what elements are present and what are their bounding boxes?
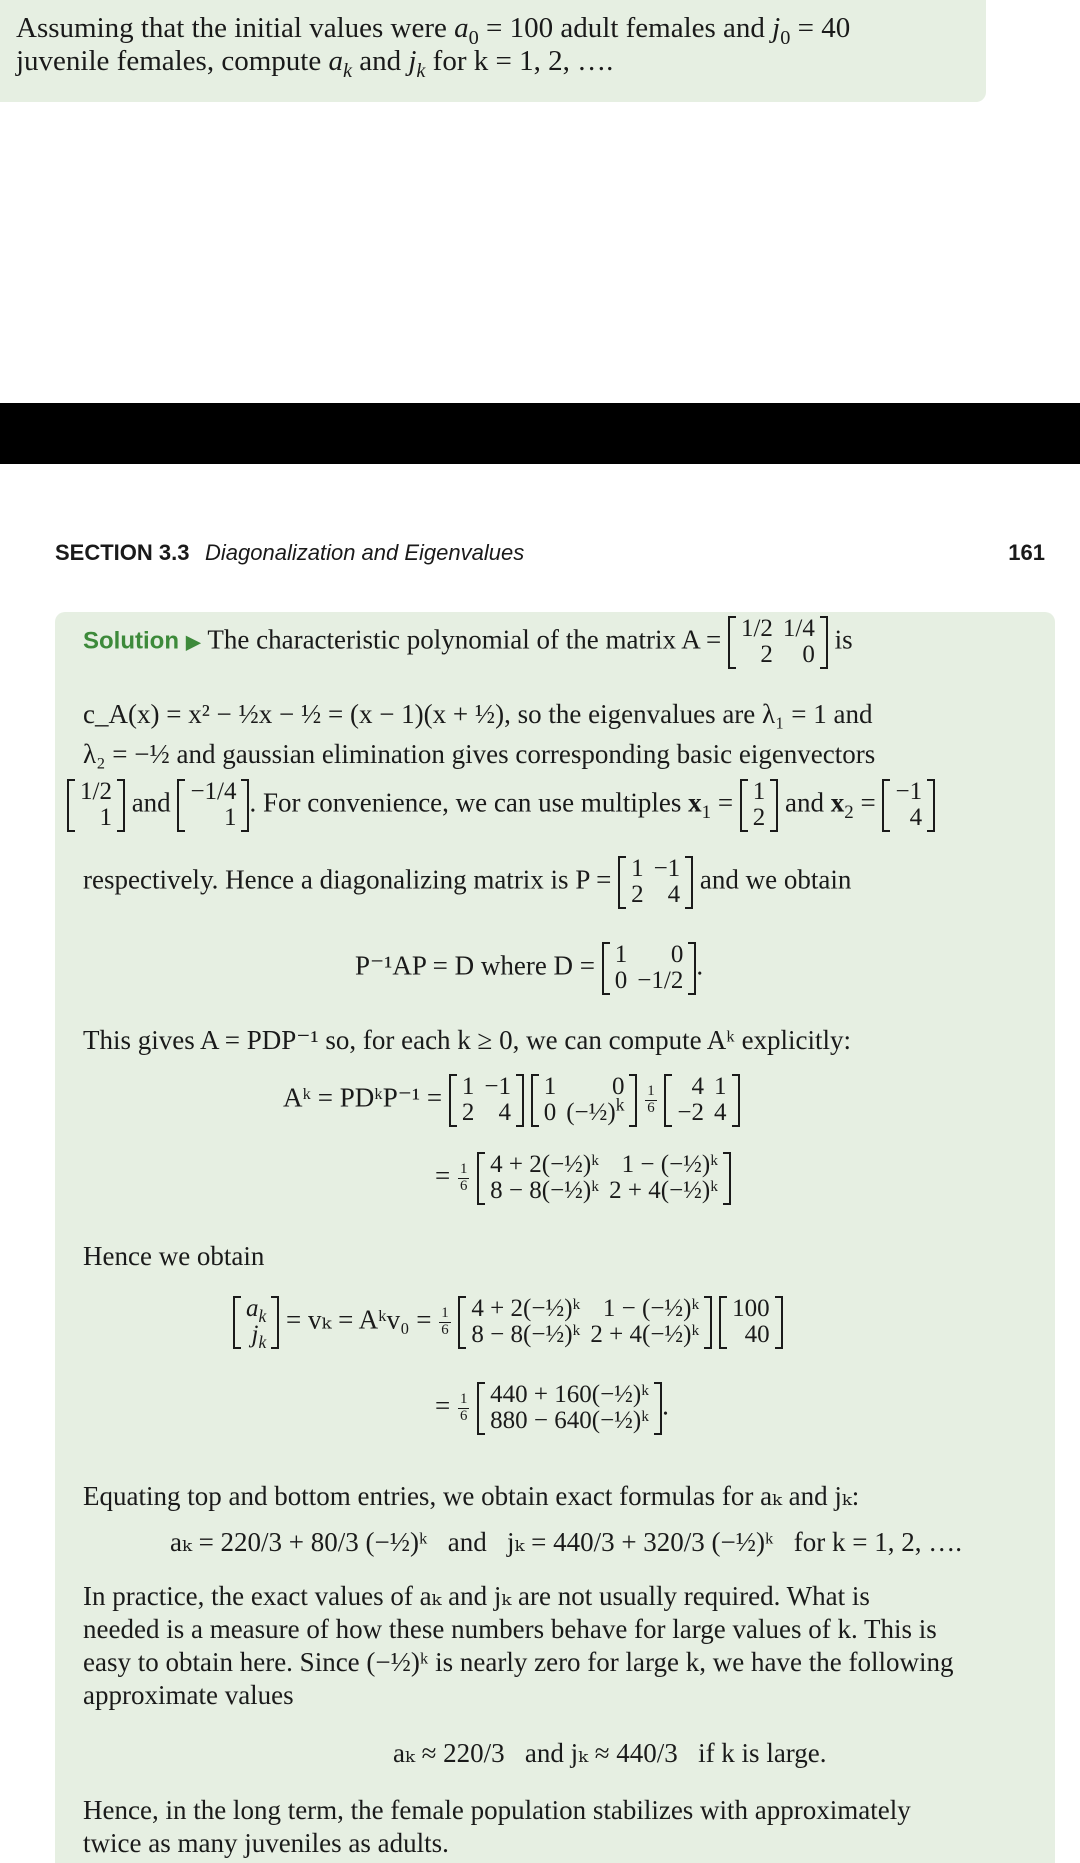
conclusion-line-2: twice as many juveniles as adults. — [83, 1828, 449, 1858]
a0-value: = 100 adult females and — [486, 12, 765, 44]
eigenvector-1 — [67, 779, 125, 832]
matrix-cell: 1 — [99, 804, 112, 832]
pap-text: P⁻¹AP = D where D = — [355, 950, 596, 981]
matrix-cell: 1/2 — [80, 778, 112, 805]
section-number: SECTION 3.3 — [55, 540, 190, 565]
approx-and: and jₖ ≈ 440/3 — [524, 1738, 678, 1768]
and-text-2: and — [785, 787, 825, 818]
matrix-cell: 1 — [631, 855, 644, 882]
matrix-cell: 4 — [909, 804, 923, 832]
ak-result: = $\frac{1}{6}$ 4 + 2(−½)ᵏ 1 − (−½)ᵏ 8 − 8(−½)ᵏ 2 + 4(−½)ᵏ — [435, 1152, 731, 1205]
matrix-d — [602, 942, 697, 995]
matrix-p-2 — [449, 1074, 524, 1127]
matrix-cell: 1 — [461, 1073, 475, 1100]
matrix-cell: 440 + 160(−½)ᵏ — [490, 1381, 650, 1408]
section-title: Diagonalization and Eigenvalues — [205, 540, 525, 565]
matrix-cell: 1 — [752, 778, 766, 805]
solution-line-1 — [83, 616, 853, 669]
problem-and: and — [359, 45, 402, 77]
vector-v0 — [719, 1296, 783, 1349]
solution-box — [55, 612, 1055, 1863]
matrix-cell: 1 − (−½)ᵏ — [621, 1151, 719, 1178]
matrix-cell: 2 + 4(−½)ᵏ — [590, 1321, 700, 1349]
vector-result — [477, 1382, 662, 1435]
matrix-p — [618, 856, 693, 909]
matrix-ak — [477, 1152, 731, 1205]
eigenvector-line: 1/2 1 and −1/4 1 . For convenience, we can use multiples $x_1$ = 1 2 and $x_2$ = −1 4 — [67, 779, 935, 832]
is-text: is — [834, 624, 853, 655]
matrix-cell: 1 — [614, 941, 628, 968]
matrix-cell: −1 — [484, 1073, 511, 1100]
matrix-cell: 1 — [714, 1073, 727, 1100]
respectively-text: respectively. Hence a diagonalizing matrix is P = — [83, 864, 612, 895]
triangle-arrow-icon: ▶ — [185, 631, 202, 654]
matrix-cell: 4 — [714, 1099, 727, 1127]
matrix-cell: 4 + 2(−½)ᵏ — [471, 1295, 581, 1322]
page-number: 161 — [1008, 540, 1045, 565]
matrix-cell: 880 − 640(−½)ᵏ — [490, 1407, 650, 1435]
equating-line: Equating top and bottom entries, we obtain exact formulas for aₖ and jₖ: — [83, 1481, 860, 1511]
matrix-dk: 1 0 0 (−½)$^k$ — [531, 1074, 638, 1127]
matrix-cell: 1/4 — [782, 615, 815, 642]
problem-text: Assuming that the initial values were $a_0 = 100$ adult females and $j_0 = 40$ juvenile females, compute $a_k$ and $j_k$ for k = 1, 2, …. — [16, 12, 851, 82]
matrix-cell: 1 — [223, 804, 237, 832]
matrix-cell: 2 — [631, 881, 644, 909]
charpoly-line: c_A(x) = x² − ½x − ½ = (x − 1)(x + ½), so the eigenvalues are λ₁ = 1 and — [83, 699, 873, 729]
matrix-cell: 2 — [760, 641, 773, 669]
matrix-cell: 8 − 8(−½)ᵏ — [471, 1321, 581, 1349]
approx-a: aₖ ≈ 220/3 — [393, 1738, 505, 1768]
matrix-cell: 0 — [802, 641, 815, 669]
we-obtain-text: and we obtain — [699, 864, 852, 895]
formula-j: jₖ = 440/3 + 320/3 (−½)ᵏ — [507, 1527, 774, 1557]
convenience-text: For convenience, we can use multiples — [262, 787, 682, 818]
approx-if: if k is large. — [698, 1738, 827, 1768]
problem-prefix: Assuming that the initial values were — [16, 12, 447, 44]
this-gives-line: This gives A = PDP⁻¹ so, for each k ≥ 0, we can compute Aᵏ explicitly: — [83, 1025, 852, 1055]
pap-equation: P⁻¹AP = D where D = 1 0 0 −1/2 . — [355, 941, 704, 995]
matrix-ak-2 — [458, 1296, 712, 1349]
j0-value: = 40 — [797, 12, 851, 44]
matrix-cell: −2 — [677, 1099, 705, 1127]
ak-equation: Aᵏ = PDᵏP⁻¹ = 1 −1 2 4 1 0 0 (−½)$^k$ $\frac{1}{6}$ 4 1 −2 4 — [283, 1074, 740, 1127]
ak-eq-text: Aᵏ = PDᵏP⁻¹ — [283, 1082, 421, 1113]
vk-equation: $a_k$ $j_k$ = vₖ = Aᵏv₀ = $\frac{1}{6}$ 4 + 2(−½)ᵏ 1 − (−½)ᵏ 8 − 8(−½)ᵏ 2 + 4(−½)ᵏ 100 40 — [233, 1296, 783, 1349]
matrix-cell: 4 — [667, 881, 681, 909]
problem-line2: juvenile females, compute — [16, 45, 322, 77]
vector-x1 — [740, 779, 779, 832]
matrix-cell: −1/4 — [190, 778, 237, 805]
page-separator — [0, 403, 1080, 464]
matrix-cell: 0 — [614, 967, 628, 995]
vk-eq-text: = vₖ = Aᵏv₀ = — [286, 1304, 432, 1335]
lambda2-line: λ₂ = −½ and gaussian elimination gives corresponding basic eigenvectors — [83, 739, 876, 769]
matrix-cell: 40 — [744, 1321, 770, 1349]
practice-line-4: approximate values — [83, 1680, 294, 1710]
matrix-cell: 2 — [461, 1099, 475, 1127]
problem-box — [0, 0, 986, 102]
vector-x2 — [882, 779, 935, 832]
conclusion-line-1: Hence, in the long term, the female population stabilizes with approximately — [83, 1795, 911, 1825]
formula-a: aₖ = 220/3 + 80/3 (−½)ᵏ — [170, 1527, 428, 1557]
formulas-line — [170, 1527, 962, 1558]
formula-for: for k = 1, 2, …. — [793, 1527, 963, 1557]
diagonalizing-line — [83, 856, 851, 909]
approx-line — [393, 1738, 827, 1769]
matrix-a — [728, 616, 828, 669]
formula-and: and — [447, 1527, 487, 1557]
matrix-cell: 2 + 4(−½)ᵏ — [609, 1177, 719, 1205]
practice-line-1: In practice, the exact values of aₖ and jₖ are not usually required. What is — [83, 1581, 870, 1611]
hence-obtain-line: Hence we obtain — [83, 1241, 265, 1271]
matrix-cell: 1/2 — [740, 615, 773, 642]
practice-line-2: needed is a measure of how these numbers behave for large values of k. This is — [83, 1614, 937, 1644]
matrix-cell: 2 — [752, 804, 766, 832]
matrix-cell: −1 — [653, 855, 681, 882]
matrix-cell: −1 — [895, 778, 923, 805]
practice-line-3: easy to obtain here. Since (−½)ᵏ is nearly zero for large k, we have the following — [83, 1647, 954, 1677]
matrix-cell: 100 — [732, 1295, 770, 1322]
section-header — [55, 540, 1045, 580]
solution-label: Solution — [83, 627, 179, 655]
matrix-cell: 1 − (−½)ᵏ — [602, 1295, 700, 1322]
matrix-cell: 4 — [691, 1073, 705, 1100]
problem-for-k: for k = 1, 2, …. — [432, 45, 614, 77]
matrix-cell: −1/2 — [637, 967, 684, 995]
matrix-cell: 8 − 8(−½)ᵏ — [490, 1177, 600, 1205]
solution-intro: The characteristic polynomial of the matrix A = — [207, 624, 722, 655]
and-text-1: and — [131, 787, 171, 818]
matrix-cell: 4 — [498, 1099, 511, 1127]
matrix-p-inverse — [664, 1074, 739, 1127]
vector-ak-jk: $a_k$ $j_k$ — [233, 1296, 279, 1349]
matrix-cell: 4 + 2(−½)ᵏ — [490, 1151, 600, 1178]
vk-result: = $\frac{1}{6}$ 440 + 160(−½)ᵏ 880 − 640(−½)ᵏ . — [435, 1381, 669, 1435]
matrix-cell: 0 — [670, 941, 684, 968]
eigenvector-2 — [177, 779, 249, 832]
